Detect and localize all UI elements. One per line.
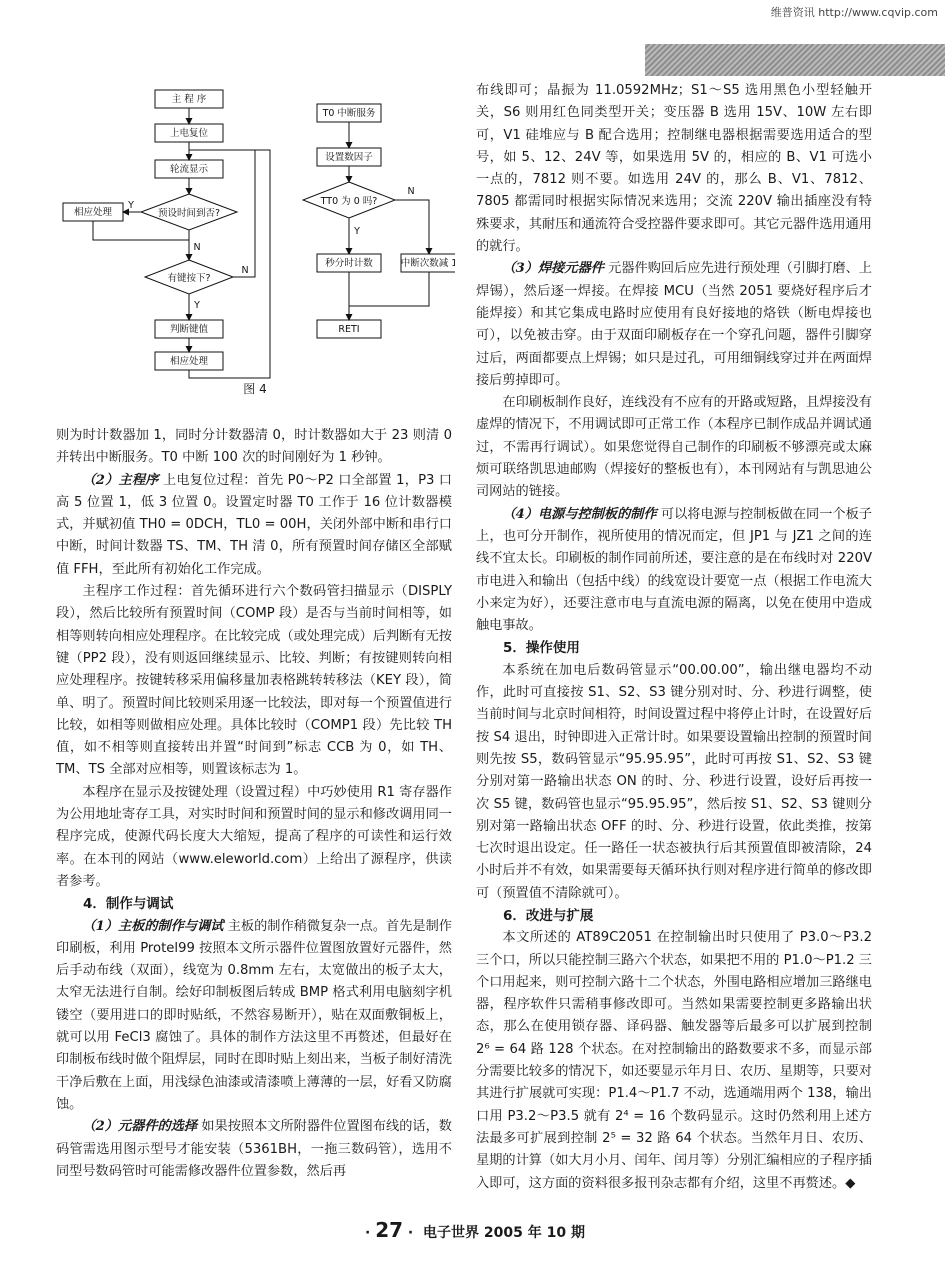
fc-main-respond2-label: 相应处理	[169, 356, 209, 367]
flowchart-figure	[55, 82, 455, 402]
fc-isr-reti-label: RETI	[338, 324, 360, 335]
section-4-heading: 4．制作与调试	[83, 896, 174, 913]
board-making-text: 主板的制作稍微复杂一点。首先是制作印刷板，利用 Protel99 按照本文所示器件位置图放置好元器件，然后手动布线（双面），线宽为 0.8mm 左右，太宽做出的板子太大，太窄无法进行自制。绘好印制板图后转成 BMP 格式利用电脑刻字机镂空（要用进口的即时贴纸，不然容易断开），贴在双面敷铜板上，就可以用 FeCl3 腐蚀了。具体的制作方法这里不再赘述，但最好在印制板布线时做个阻焊层，同时在即时贴上刻出来，当板子制好清洗干净后敷在上面，用浅绿色油漆或清漆喷上薄薄的一层，好看又防腐蚀。	[56, 918, 452, 1112]
right-paragraph-4	[476, 504, 872, 638]
fc-isr-tt0-check-label: TT0 为 0 吗?	[320, 196, 378, 207]
main-program-label: （2）主程序	[82, 472, 159, 488]
section-6-heading: 6．改进与扩展	[503, 907, 594, 924]
fc-main-no2: N	[241, 265, 249, 276]
header-band	[645, 44, 945, 76]
right-paragraph-5: 本系统在加电后数码管显示“00.00.00”，输出继电器均不动作，此时可直接按 S1、S2、S3 键分别对时、分、秒进行调整，使当前时间与北京时间相符，时间设置过程中将停止计时，在设置好后按 S4 退出，时钟即进入正常计时。如果要设置输出控制的预置时间则先按 S5，数码管显示“95.95.95”，此时可再按 S1、S2、S3 键分别对第一路输出状态 ON 的时、分、秒进行设置，设好后再按一次 S5 键，数码管也显示“95.95.95”，然后按 S1、S2、S3 键则分别对第一路输出状态 OFF 的时、分、秒进行设置，依此类推，按第七次时退出设定。任一路任一状态被执行后其预置值即被清除，24 小时后并不有效，如果需要每天循环执行则对程序进行简单的修改即可（预置值不清除就可）。	[476, 662, 872, 901]
section-5-heading: 5．操作使用	[503, 640, 580, 657]
flowchart-svg	[55, 82, 455, 382]
watermark: 维普资讯 http://www.cqvip.com	[770, 6, 938, 19]
component-selection-label: （2）元器件的选择	[82, 1119, 198, 1135]
fc-isr-start-label: T0 中断服务	[322, 108, 376, 119]
fc-main-reset-label: 上电复位	[169, 128, 209, 139]
right-paragraph-1: 布线即可；晶振为 11.0592MHz；S1～S5 选用黑色小型轻触开关，S6 则用红色同类型开关；变压器 B 选用 15V、10W 左右即可，V1 硅堆应与 B 配合选用；控制继电器根据需要选用适合的型号，如 5、12、24V 等，如果选用 5V 的，相应的 B、V1 可选小一点的，7812 则不要。如选用 24V 的，那么 B、V1、7812、7805 都需同时根据实际情况来选用；交流 220V 输出插座没有特殊要求，其耐压和通流符合受控器件要求即可。其它元器件选用通用的就行。	[476, 83, 872, 255]
main-program-text: 上电复位过程：首先 P0～P2 口全部置 1，P3 口高 5 位置 1，低 3 位置 0。设置定时器 T0 工作于 16 位计数器模式，并赋初值 TH0 = 0DCH，TL0 = 00H，关闭外部中断和串行口中断，时间计数器 TS、TM、TH 清 0，所有预置时间存储区全部赋值 FFH，至此所有初始化工作完成。	[56, 472, 452, 577]
fc-main-yes2: Y	[194, 300, 200, 311]
left-paragraph-6	[56, 1116, 452, 1183]
fc-isr-set-factor-label: 设置数因子	[325, 152, 373, 163]
left-paragraph-3: 主程序工作过程：首先循环进行六个数码管扫描显示（DISPLY 段），然后比较所有预置时间（COMP 段）是否与当前时间相等，如相等则转向相应处理程序。在比较完成（或处理完成）后判断有无按键（PP2 段），没有则返回继续显示、比较、判断；有按键则转向相应处理程序。按键转移采用偏移量加表格跳转转移法（KEY 段），简单、明了。预置时间比较则采用逐一比较法，即对每一个预置值进行比较，如相等则做相应处理。具体比较时（COMP1 段）先比较 TH 值，如不相等则直接转出并置“时间到”标志 CCB 为 0，如 TH、TM、TS 全部对应相等，则置该标志为 1。	[56, 584, 452, 778]
left-column	[56, 425, 452, 1183]
soldering-text: 元器件购回后应先进行预处理（引脚打磨、上焊锡），然后逐一焊接。在焊接 MCU（当然 2051 要烧好程序后才能焊接）和其它集成电路时应使用有良好接地的烙铁（断电焊接也可），以免被击穿。由于双面印刷板存在一个穿孔问题，器件引脚穿过后，两面都要点上焊锡；如只是过孔，可用细铜线穿过并在两面焊接后剪掉即可。	[476, 261, 872, 388]
board-making-label: （1）主板的制作与调试	[82, 918, 224, 934]
fc-isr-split-count-label: 秒分时计数	[325, 258, 373, 269]
fc-main-yes1: Y	[128, 200, 134, 211]
component-selection-text: 如果按照本文所附器件位置图布线的话，数码管需选用图示型号才能安装（5361BH，一拖三数码管），选用不同型号数码管时可能需修改器件位置参数，然后再	[56, 1119, 452, 1179]
right-paragraph-3: 在印刷板制作良好，连线没有不应有的开路或短路，且焊接没有虚焊的情况下，不用调试即可正常工作（本程序已制作成品并调试通过，不需再行调试）。如果您觉得自己制作的印刷板不够漂亮或太麻烦可联络凯思迪邮购（焊接好的整板也有），本刊网站有与凯思迪公司网站的链接。	[476, 395, 872, 500]
fc-main-judge-label: 判断键值	[169, 324, 209, 335]
fc-main-respond1-label: 相应处理	[73, 207, 113, 218]
right-column	[476, 80, 872, 1195]
page-footer: · 27 · 电子世界 2005 年 10 期	[365, 1218, 585, 1242]
left-paragraph-1: 则为时计数器加 1，同时分计数器清 0，时计数器如大于 23 则清 0 并转出中断服务。T0 中断 100 次的时间刚好为 1 秒钟。	[56, 428, 452, 466]
power-board-label: （4）电源与控制板的制作	[502, 506, 657, 522]
fc-isr-no: N	[407, 186, 415, 197]
fc-main-key-check-label: 有键按下?	[167, 273, 211, 284]
figure-caption: 图 4	[243, 382, 267, 396]
soldering-label: （3）焊接元器件	[502, 261, 604, 277]
right-paragraph-6: 本文所述的 AT89C2051 在控制输出时只使用了 P3.0～P3.2 三个口，所以只能控制三路六个状态，如果把不用的 P1.0～P1.2 三个口用起来，则可控制六路十二个状态，外围电路相应增加三路继电器，程序软件只需稍事修改即可。当然如果需要控制更多路输出状态，那么在使用锁存器、译码器、触发器等后最多可以扩展到控制 2⁶ = 64 路 128 个状态。在对控制输出的路数要求不多，而显示部分需要比较多的情况下，如还要显示年月日、农历、星期等，只要对其进行扩展就可实现：P1.4～P1.7 不动，选通端用两个 138，输出口用 P3.2～P3.5 就有 2⁴ = 16 个数码显示。这时仍然利用上述方法最多可扩展到控制 2⁵ = 32 路 64 个状态。当然年月日、农历、星期的计算（如大月小月、闰年、闰月等）分别汇编相应的子程序插入即可，这方面的资料很多报刊杂志都有介绍，这里不再赘述。◆	[476, 930, 872, 1191]
left-paragraph-2	[56, 470, 452, 581]
fc-main-start-label: 主 程 序	[171, 94, 207, 105]
fc-main-time-check-label: 预设时间到否?	[157, 208, 221, 219]
fc-isr-dec-count-label: 中断次数减 1	[400, 258, 455, 269]
fc-main-display-label: 轮流显示	[169, 164, 209, 175]
power-board-text: 可以将电源与控制板做在同一个板子上，也可分开制作，视所使用的情况而定，但 JP1 与 JZ1 之间的连线不宜太长。印刷板的制作同前所述，要注意的是在布线时对 220V 市电进入和输出（包括中线）的线宽设计要宽一点（根据工作电流大小来定为好），还要注意市电与直流电源的隔离，以免在使用中造成触电事故。	[476, 506, 872, 634]
left-paragraph-4: 本程序在显示及按键处理（设置过程）中巧妙使用 R1 寄存器作为公用地址寄存工具，对实时时间和预置时间的显示和修改调用同一程序完成，使源代码长度大大缩短，提高了程序的可读性和运行效率。在本刊的网站（www.eleworld.com）上给出了源程序，供读者参考。	[56, 784, 452, 889]
left-paragraph-5	[56, 916, 452, 1117]
fc-isr-yes: Y	[354, 226, 360, 237]
right-paragraph-2	[476, 258, 872, 392]
page-number: 27	[375, 1218, 404, 1242]
fc-main-no1: N	[193, 242, 201, 253]
journal-name: 电子世界 2005 年 10 期	[423, 1225, 585, 1241]
